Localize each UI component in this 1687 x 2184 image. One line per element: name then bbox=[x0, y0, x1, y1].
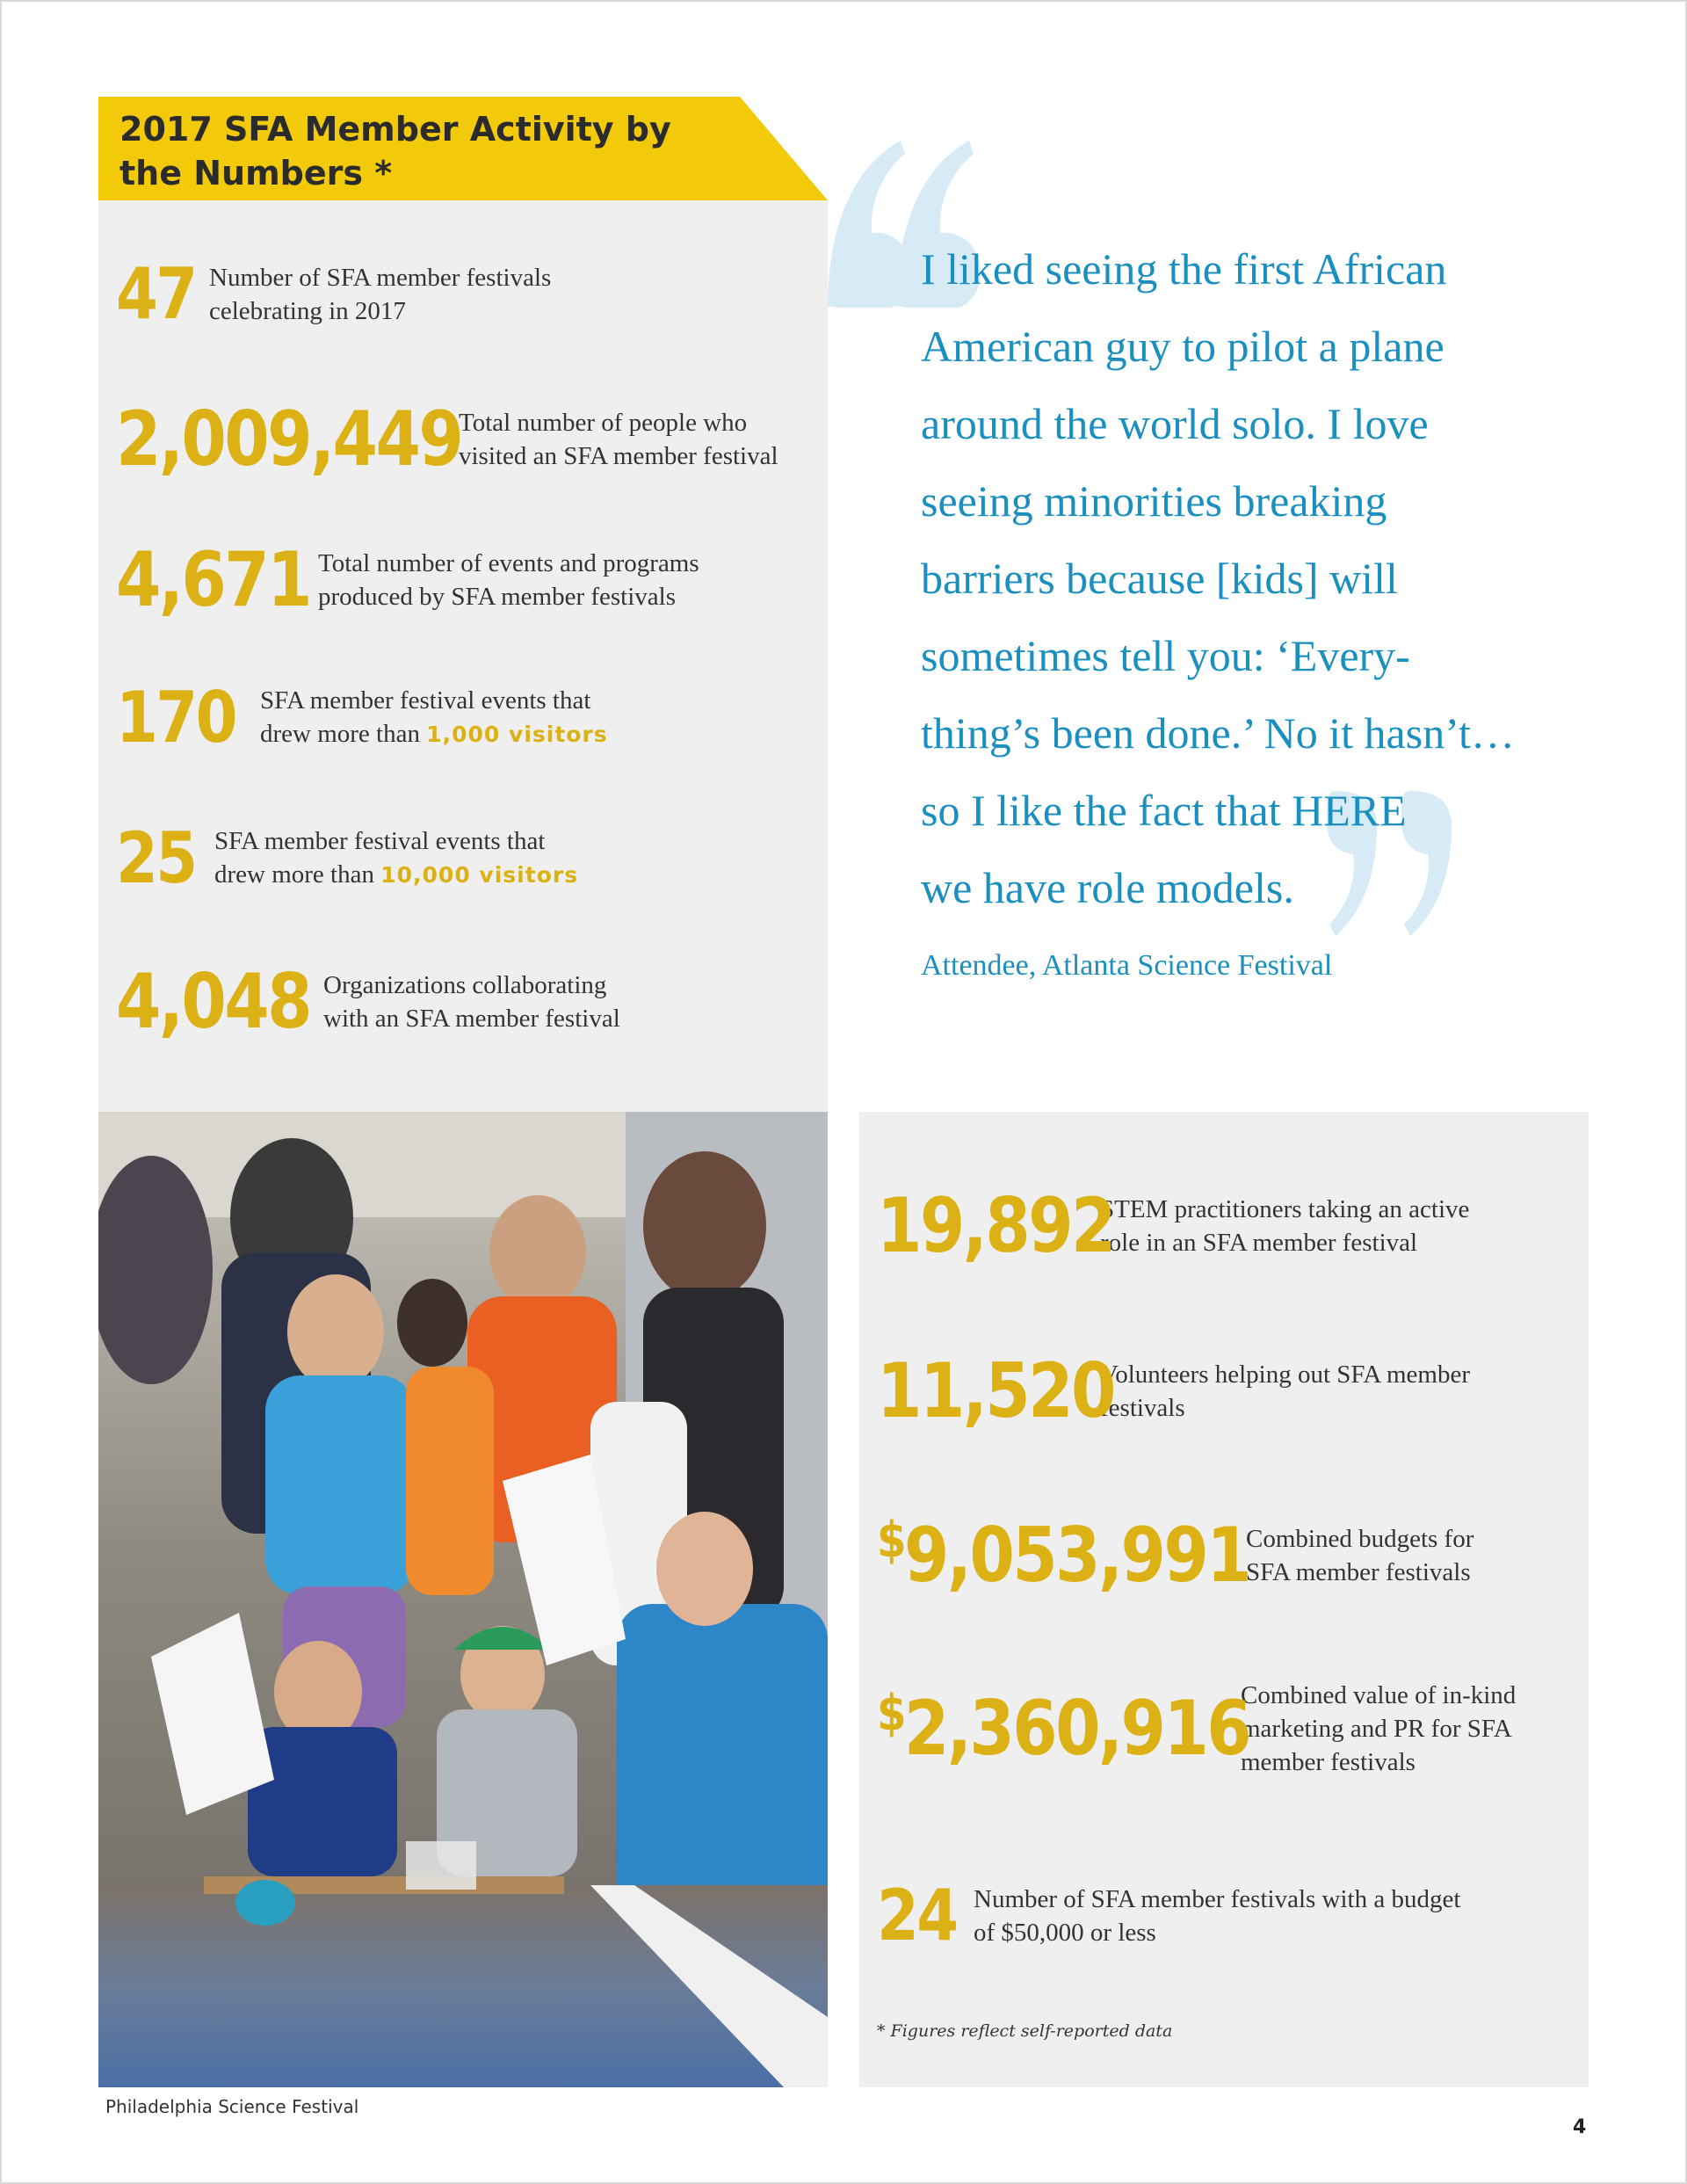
stat-description-line: celebrating in 2017 bbox=[209, 296, 406, 325]
quote-line: sometimes tell you: ‘Every- bbox=[921, 631, 1410, 680]
stat-description-line: SFA member festival events that bbox=[260, 686, 591, 715]
stat-number: $9,053,991 bbox=[877, 1512, 1250, 1600]
stat-small-budget-festivals bbox=[877, 1875, 1460, 1956]
quote-line: American guy to pilot a plane bbox=[921, 322, 1444, 371]
stat-highlight: 1,000 visitors bbox=[426, 722, 608, 747]
stat-description bbox=[1241, 1679, 1516, 1779]
stat-description-line: visited an SFA member festival bbox=[459, 442, 778, 470]
stat-highlight: 10,000 visitors bbox=[380, 862, 579, 888]
stat-description-line: STEM practitioners taking an active bbox=[1100, 1195, 1470, 1223]
stat-description-line: member festivals bbox=[1241, 1748, 1415, 1776]
quote-line: I liked seeing the first African bbox=[921, 244, 1447, 294]
stat-organizations bbox=[116, 958, 620, 1046]
stat-number: 19,892 bbox=[877, 1182, 1114, 1270]
stat-description-line: Organizations collaborating bbox=[323, 971, 607, 999]
stat-number: 11,520 bbox=[877, 1347, 1114, 1435]
section-header-tab bbox=[98, 97, 828, 200]
quote-attribution: Attendee, Atlanta Science Festival bbox=[921, 949, 1333, 982]
left-stats-panel bbox=[98, 200, 828, 1112]
stat-combined-budgets bbox=[877, 1512, 1473, 1600]
stat-description-line: Combined value of in-kind bbox=[1241, 1681, 1517, 1709]
stat-visitors-total bbox=[116, 395, 778, 483]
stat-number: 24 bbox=[877, 1875, 957, 1956]
stat-description bbox=[974, 1883, 1460, 1949]
stat-in-kind-value bbox=[877, 1679, 1516, 1779]
stat-description-line: Total number of people who bbox=[459, 409, 748, 437]
stat-description-line: SFA member festival events that bbox=[214, 827, 546, 855]
festival-photo bbox=[98, 1112, 828, 2087]
photo-caption: Philadelphia Science Festival bbox=[105, 2096, 359, 2117]
quote-line: thing’s been done.’ No it hasn’t… bbox=[921, 708, 1515, 758]
stat-events-1000 bbox=[116, 677, 608, 758]
stat-description bbox=[1100, 1358, 1470, 1425]
right-stats-panel bbox=[859, 1112, 1589, 2087]
stat-events-programs bbox=[116, 536, 699, 624]
stat-description-line: Total number of events and programs bbox=[318, 549, 699, 577]
quote-line: barriers because [kids] will bbox=[921, 554, 1398, 603]
stat-description-line: role in an SFA member festival bbox=[1100, 1229, 1418, 1257]
stat-description-line: drew more than 10,000 visitors bbox=[214, 860, 579, 889]
stat-number: $2,360,916 bbox=[877, 1685, 1250, 1773]
stat-description-line: SFA member festivals bbox=[1246, 1558, 1471, 1586]
currency-symbol: $ bbox=[877, 1685, 904, 1742]
testimonial-quote bbox=[921, 230, 1606, 926]
quote-line: so I like the fact that HERE bbox=[921, 786, 1407, 835]
stat-description bbox=[209, 261, 551, 328]
currency-symbol: $ bbox=[877, 1512, 904, 1569]
quote-line: around the world solo. I love bbox=[921, 399, 1429, 448]
stat-stem-practitioners bbox=[877, 1182, 1469, 1270]
stat-festivals-count bbox=[116, 253, 551, 335]
stat-number: 4,671 bbox=[116, 536, 311, 624]
stat-description-line: drew more than 1,000 visitors bbox=[260, 720, 608, 748]
stat-number: 170 bbox=[116, 677, 235, 758]
stat-description bbox=[323, 969, 620, 1035]
stat-description-line: festivals bbox=[1100, 1394, 1185, 1422]
stat-description-line: marketing and PR for SFA bbox=[1241, 1715, 1512, 1743]
stat-number: 47 bbox=[116, 253, 196, 335]
stat-number: 4,048 bbox=[116, 958, 311, 1046]
stat-description-line: Number of SFA member festivals bbox=[209, 263, 552, 292]
stat-description-line: with an SFA member festival bbox=[323, 1005, 620, 1033]
footnote: * Figures reflect self-reported data bbox=[877, 2021, 1173, 2041]
stat-description-line: of $50,000 or less bbox=[974, 1918, 1156, 1947]
quote-line: seeing minorities breaking bbox=[921, 476, 1387, 526]
stat-description bbox=[214, 824, 578, 892]
stat-description-line: Number of SFA member festivals with a budget bbox=[974, 1884, 1461, 1913]
stat-description-line: Combined budgets for bbox=[1246, 1525, 1474, 1553]
stat-number: 25 bbox=[116, 817, 196, 899]
stat-number: 2,009,449 bbox=[116, 395, 462, 483]
stat-description bbox=[1100, 1193, 1469, 1259]
stat-description-line: Volunteers helping out SFA member bbox=[1100, 1360, 1471, 1389]
stat-events-10000 bbox=[116, 817, 578, 899]
stat-description bbox=[260, 684, 608, 751]
stat-description-line: produced by SFA member festivals bbox=[318, 583, 677, 611]
stat-description bbox=[1246, 1522, 1473, 1589]
stat-description bbox=[459, 406, 778, 473]
stat-volunteers bbox=[877, 1347, 1470, 1435]
festival-photo-illustration bbox=[98, 1112, 828, 2087]
section-title: 2017 SFA Member Activity by the Numbers * bbox=[119, 110, 671, 192]
stat-description bbox=[318, 547, 699, 613]
quote-line: we have role models. bbox=[921, 863, 1294, 912]
page-number: 4 bbox=[1573, 2116, 1587, 2138]
